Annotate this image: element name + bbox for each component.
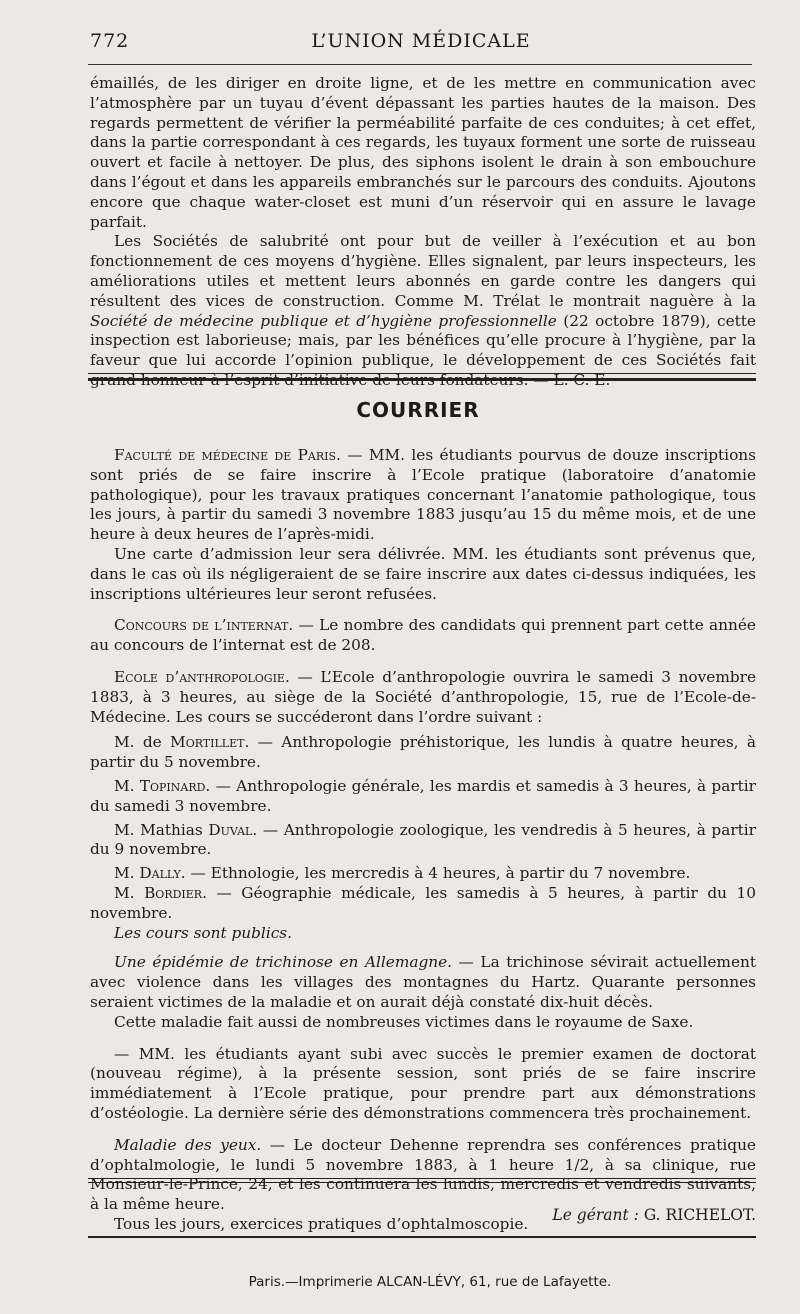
footer-rule-top bbox=[88, 1178, 756, 1179]
doctorat-paragraph: — MM. les étudiants ayant subi avec succès le premier examen de doctorat (nouveau régime), à la présente session, sont priés de se faire inscrire immédiatement à l’Ecole pratique, pour prendre part aux démonstrations d’ostéologie. La dernière série des démonstrations commencera très prochainement. bbox=[90, 1044, 756, 1122]
section-title: COURRIER bbox=[356, 398, 480, 422]
page-number: 772 bbox=[90, 30, 130, 52]
ecole-paragraph: Ecole d’anthropologie. — L’Ecole d’anthropologie ouvrira le samedi 3 novembre 1883, à 3 heures, au siège de la Société d’anthropologie, 15, rue de l’Ecole-de-Médecine. Les cours se succéderont dans l’ordre suivant : bbox=[90, 667, 756, 726]
course-item: M. Mathias Duval. — Anthropologie zoologique, les vendredis à 5 heures, à partir du 9 novembre. bbox=[90, 820, 756, 859]
faculte-carte: Une carte d’admission leur sera délivrée. MM. les étudiants sont prévenus que, dans le cas où ils négligeraient de se faire inscrire aux dates ci-dessus indiquées, les inscriptions ultérieures leur seront refusées. bbox=[90, 544, 756, 603]
imprint-line: Paris.—Imprimerie ALCAN-LÉVY, 61, rue de Lafayette. bbox=[248, 1274, 612, 1290]
cours-publics-note: Les cours sont publics. bbox=[114, 923, 292, 942]
course-item: M. Topinard. — Anthropologie générale, les mardis et samedis à 3 heures, à partir du samedi 3 novembre. bbox=[90, 776, 756, 815]
intro-paragraph-2: Les Sociétés de salubrité ont pour but de veiller à l’exécution et au bon fonctionnement de ces moyens d’hygiène. Elles signalent, par leurs inspecteurs, les améliorations utiles et mettent leurs abonnés en garde contre les dangers qui résultent des vices de construction. Comme M. Trélat le montrait naguère à la Société de médecine publique et d’hygiène professionnelle (22 octobre 1879), cette inspection est laborieuse; mais, par les bénéfices qu’elle procure à l’hygiène, par la faveur que lui accorde l’opinion publique, le développement de ces Sociétés fait grand honneur à l’esprit d’initiative de leurs fondateurs. — L. C. E. bbox=[90, 232, 756, 389]
course-item: M. Bordier. — Géographie médicale, les samedis à 5 heures, à partir du 10 novembre. bbox=[90, 883, 756, 922]
running-header bbox=[90, 30, 752, 56]
trichinose-saxe: Cette maladie fait aussi de nombreuses victimes dans le royaume de Saxe. bbox=[114, 1012, 694, 1031]
trichinose-paragraph: Une épidémie de trichinose en Allemagne. — La trichinose sévirait actuellement avec violence dans les villages des montagnes du Hartz. Quarante personnes seraient victimes de la maladie et on aurait déjà constaté dix-huit décès. bbox=[90, 953, 756, 1011]
intro-paragraph-1: émaillés, de les diriger en droite ligne, et de les mettre en communication avec l’atmosphère par un tuyau d’évent dépassant les parties hautes de la maison. Des regards permettent de vérifier la perméabilité parfaite de ces conduites; à cet effet, dans la partie correspondant à ces regards, les tuyaux forment une sorte de ruisseau ouvert et facile à nettoyer. De plus, des siphons isolent le drain à son embouchure dans l’égout et dans les appareils embranchés sur le parcours des conduits. Ajoutons encore que chaque water-closet est muni d’un réservoir qui en assure le lavage parfait. bbox=[90, 74, 756, 231]
course-item: M. de Mortillet. — Anthropologie préhistorique, les lundis à quatre heures, à partir du 5 novembre. bbox=[90, 733, 756, 772]
intro-article bbox=[90, 74, 756, 391]
imprint-rule bbox=[88, 1236, 756, 1238]
maladie-exercices: Tous les jours, exercices pratiques d’ophtalmoscopie. bbox=[114, 1214, 529, 1233]
section-rule-top bbox=[88, 373, 756, 374]
header-rule bbox=[88, 64, 752, 65]
faculte-paragraph: Faculté de médecine de Paris. — MM. les étudiants pourvus de douze inscriptions sont priés de se faire inscrire à l’Ecole pratique (laboratoire d’anatomie pathologique), pour les travaux pratiques concernant l’anatomie pathologique, tous les jours, à partir du samedi 3 novembre 1883 jusqu’au 15 du même mois, et de une heure à deux heures de l’après-midi. bbox=[90, 446, 756, 544]
gerant-signature: Le gérant : G. RICHELOT. bbox=[552, 1206, 756, 1224]
section-rule-bottom bbox=[88, 378, 756, 381]
courrier-column bbox=[90, 446, 756, 1235]
maladie-paragraph: Maladie des yeux. — Le docteur Dehenne reprendra ses conférences pratique d’ophtalmologie, le lundi 5 novembre 1883, à 1 heure 1/2, à sa clinique, rue Monsieur-le-Prince, 24, et les continuera les lundis, mercredis et vendredis suivants, à la même heure. bbox=[90, 1135, 756, 1214]
concours-paragraph: Concours de l’internat. — Le nombre des candidats qui prennent part cette année au concours de l’internat est de 208. bbox=[90, 616, 756, 655]
course-item: M. Dally. — Ethnologie, les mercredis à 4 heures, à partir du 7 novembre. bbox=[114, 864, 691, 883]
journal-title: L’UNION MÉDICALE bbox=[311, 30, 531, 52]
footer-rule-second bbox=[88, 1182, 756, 1183]
